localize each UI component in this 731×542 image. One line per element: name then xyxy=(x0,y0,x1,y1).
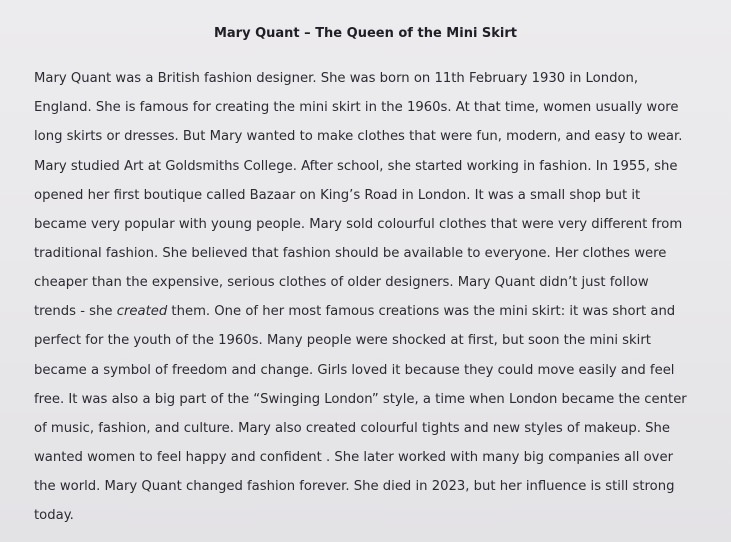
paragraph-line: England. She is famous for creating the mini skirt in the 1960s. At that time, women usually wore xyxy=(34,100,679,115)
paragraph-line: cheaper than the expensive, serious clothes of older designers. Mary Quant didn’t just follow xyxy=(34,275,649,290)
paragraph-line: Mary studied Art at Goldsmiths College. After school, she started working in fashion. In 1955, she xyxy=(34,159,678,174)
paragraph-line: opened her first boutique called Bazaar on King’s Road in London. It was a small shop but it xyxy=(34,188,641,203)
paragraph-line: became a symbol of freedom and change. Girls loved it because they could move easily and feel xyxy=(34,363,675,378)
paragraph-line: became very popular with young people. Mary sold colourful clothes that were very different from xyxy=(34,217,683,232)
paragraph-line: of music, fashion, and culture. Mary also created colourful tights and new styles of makeup. She xyxy=(34,421,670,436)
paragraph-line: Mary Quant was a British fashion designer. She was born on 11th February 1930 in London, xyxy=(34,71,639,86)
paragraph-line: free. It was also a big part of the “Swinging London” style, a time when London became the center xyxy=(34,392,687,407)
line-text-after: them. One of her most famous creations was the mini skirt: it was short and xyxy=(167,304,676,319)
paragraph-line: today. xyxy=(34,508,74,523)
paragraph-line: traditional fashion. She believed that fashion should be available to everyone. Her clothes were xyxy=(34,246,667,261)
italic-word: created xyxy=(116,304,168,319)
line-text-before: trends - she xyxy=(34,304,117,319)
document-title: Mary Quant – The Queen of the Mini Skirt xyxy=(213,26,518,41)
paragraph-line xyxy=(34,303,675,321)
paragraph-line: perfect for the youth of the 1960s. Many people were shocked at first, but soon the mini skirt xyxy=(34,333,651,348)
paragraph-line: wanted women to feel happy and confident . She later worked with many big companies all over xyxy=(34,450,674,465)
paragraph-line: long skirts or dresses. But Mary wanted to make clothes that were fun, modern, and easy to wear. xyxy=(34,129,683,144)
paragraph-line: the world. Mary Quant changed fashion forever. She died in 2023, but her influence is still strong xyxy=(34,479,675,494)
